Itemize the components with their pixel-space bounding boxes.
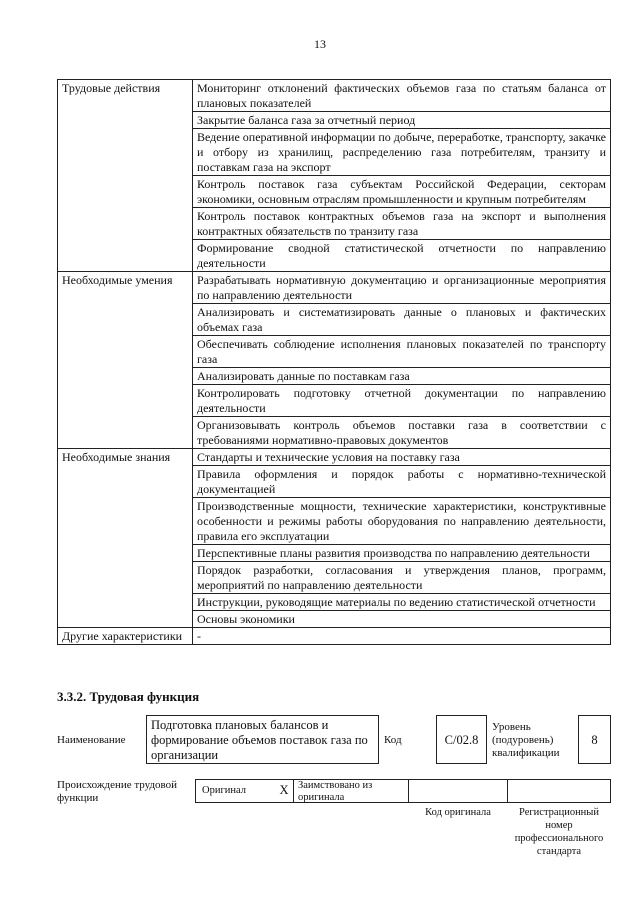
origin-divider [293,780,294,802]
skill-item: Обеспечивать соблюдение исполнения плановых показателей по транспорту газа [193,336,611,368]
labor-action-item: Мониторинг отклонений фактических объемов газа по статьям баланса от плановых показателей [193,80,611,112]
table-row [58,628,611,645]
origin-label: Происхождение трудовой функции [57,779,178,804]
row-label-labor-actions: Трудовые действия [58,80,193,272]
code-label: Код [384,734,402,746]
original-mark: X [279,783,289,797]
page-number: 13 [314,37,326,51]
table-row [58,272,611,304]
original-label: Оригинал [202,785,246,796]
name-label: Наименование [57,734,126,746]
row-label-required-knowledge: Необходимые знания [58,449,193,628]
knowledge-item: Порядок разработки, согласования и утверждения планов, программ, мероприятий по направлению деятельности [193,562,611,594]
labor-action-item: Контроль поставок газа субъектам Российской Федерации, секторам экономики, основным отраслям промышленности и крупным потребителям [193,176,611,208]
knowledge-item: Инструкции, руководящие материалы по ведению статистической отчетности [193,594,611,611]
competency-table [57,79,611,645]
function-code-box: C/02.8 [436,715,487,764]
skill-item: Организовывать контроль объемов поставки газа в соответствии с требованиями нормативно-правовых документов [193,417,611,449]
skill-item: Анализировать и систематизировать данные о плановых и фактических объемах газа [193,304,611,336]
skill-item: Разрабатывать нормативную документацию и организационные мероприятия по направлению деятельности [193,272,611,304]
origin-divider [507,780,508,802]
origin-row [195,779,611,803]
section-heading: 3.3.2. Трудовая функция [57,689,200,704]
labor-action-item: Ведение оперативной информации по добыче, переработке, транспорту, закачке и отбору из хранилищ, распределению газа потребителям, транзиту и поставкам газа на экспорт [193,129,611,176]
knowledge-item: Перспективные планы развития производства по направлению деятельности [193,545,611,562]
registration-number-label: Регистрационный номер профессионального стандарта [514,807,604,857]
qualification-level-label: Уровень (подуровень) квалификации [492,721,560,759]
row-label-required-skills: Необходимые умения [58,272,193,449]
knowledge-item: Правила оформления и порядок работы с нормативно-технической документацией [193,466,611,498]
knowledge-item: Основы экономики [193,611,611,628]
skill-item: Контролировать подготовку отчетной документации по направлению деятельности [193,385,611,417]
borrowed-label: Заимствовано из оригинала [298,780,373,803]
knowledge-item: Стандарты и технические условия на поставку газа [193,449,611,466]
origin-divider [408,780,409,802]
table-row [58,80,611,112]
labor-action-item: Закрытие баланса газа за отчетный период [193,112,611,129]
code-original-label: Код оригинала [425,807,491,818]
labor-action-item: Формирование сводной статистической отчетности по направлению деятельности [193,240,611,272]
skill-item: Анализировать данные по поставкам газа [193,368,611,385]
function-name-box: Подготовка плановых балансов и формирование объемов поставок газа по организации [146,715,379,764]
other-characteristics-item: - [193,628,611,645]
labor-action-item: Контроль поставок контрактных объемов газа на экспорт и выполнения контрактных обязательств по транзиту газа [193,208,611,240]
table-row [58,449,611,466]
knowledge-item: Производственные мощности, технические характеристики, конструктивные особенности и режимы работы оборудования по направлению деятельности, правила его эксплуатации [193,498,611,545]
row-label-other-characteristics: Другие характеристики [58,628,193,645]
qualification-level-box: 8 [578,715,611,764]
